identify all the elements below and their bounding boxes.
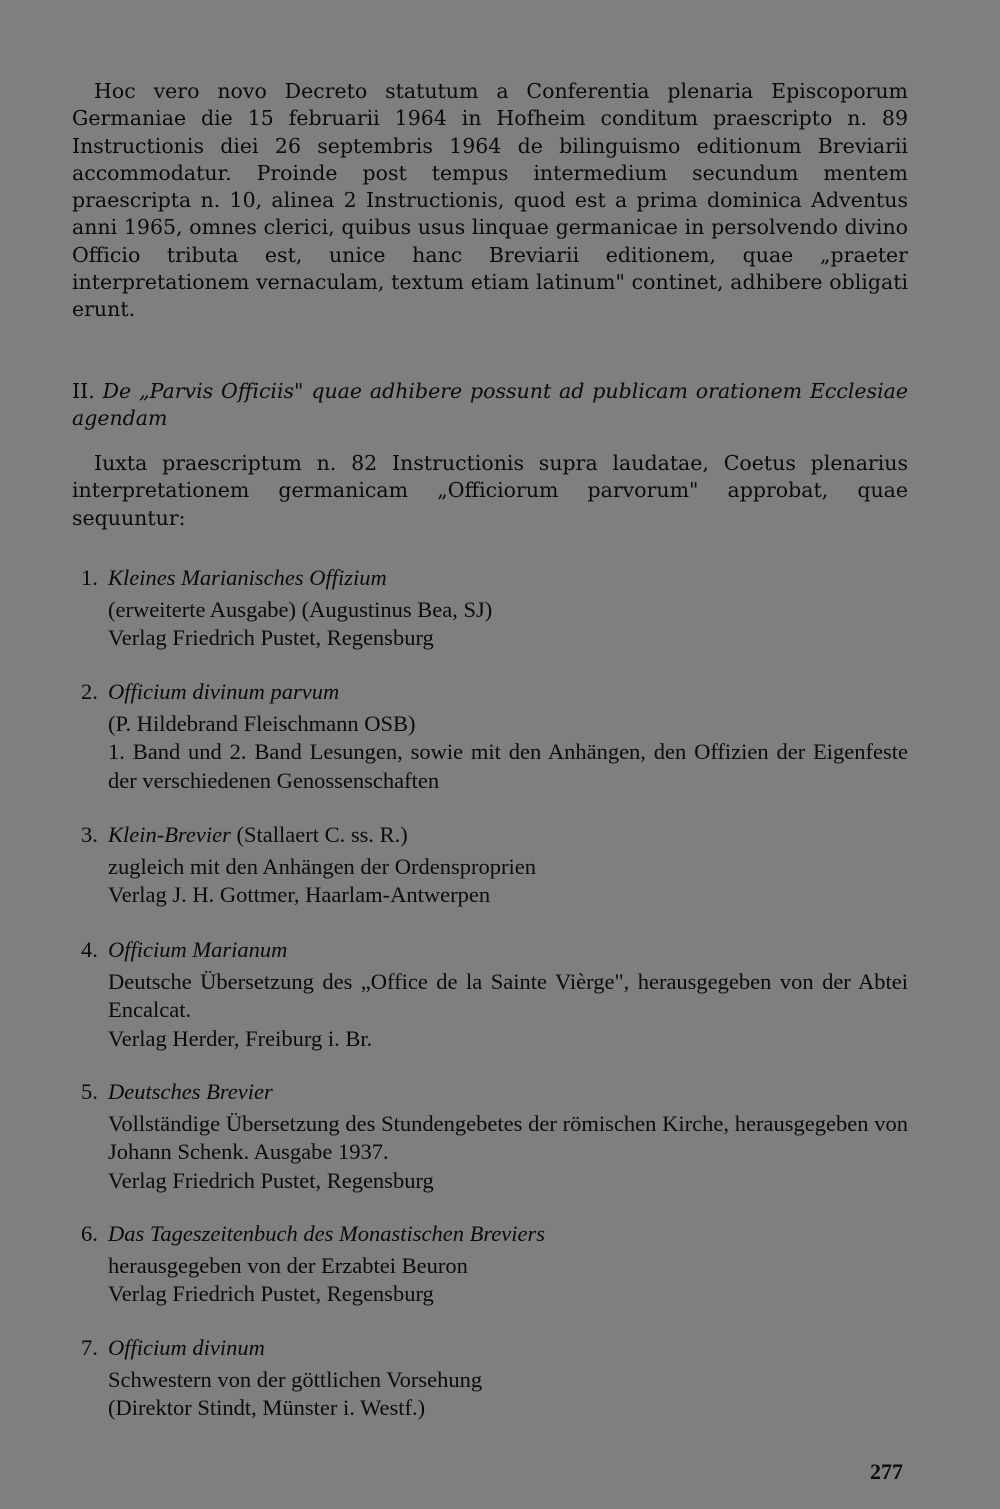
item-line: (P. Hildebrand Fleischmann OSB) — [108, 711, 416, 736]
item-line: zugleich mit den Anhängen der Ordensproprien — [108, 854, 536, 879]
item-number: 4. — [81, 937, 98, 962]
item-line: Verlag Herder, Freiburg i. Br. — [108, 1025, 373, 1051]
item-title: Officium divinum parvum — [108, 679, 340, 704]
item-title: Officium Marianum — [108, 937, 288, 962]
item-title: Das Tageszeitenbuch des Monastischen Breviers — [108, 1221, 546, 1246]
section-paragraph: Iuxta praescriptum n. 82 Instructionis supra laudatae, Coetus plenarius interpretationem germanicam „Officiorum parvorum" approbat, quae sequuntur: — [72, 451, 908, 530]
item-number: 7. — [81, 1335, 98, 1360]
section-heading — [72, 378, 908, 433]
item-body — [108, 1252, 908, 1309]
item-body — [108, 710, 908, 795]
item-title: Klein-Brevier (Stallaert C. ss. R.) — [108, 822, 408, 847]
section-title: De „Parvis Officiis" quae adhibere possunt ad publicam orationem Ecclesiae agendam — [72, 379, 908, 431]
item-body — [108, 968, 908, 1053]
section-number: II. — [72, 379, 95, 403]
item-line: Verlag Friedrich Pustet, Regensburg — [108, 1281, 434, 1307]
item-number: 6. — [81, 1221, 98, 1246]
item-body — [108, 1110, 908, 1195]
item-line: Verlag Friedrich Pustet, Regensburg — [108, 625, 434, 651]
item-line: (Direktor Stindt, Münster i. Westf.) — [108, 1395, 426, 1421]
item-body — [108, 1366, 908, 1423]
item-line: Verlag Friedrich Pustet, Regensburg — [108, 1167, 434, 1193]
intro-paragraph: Hoc vero novo Decreto statutum a Conferentia plenaria Episcoporum Germaniae die 15 februarii 1964 in Hofheim conditum praescripto n. 89 Instructionis diei 26 septembris 1964 de bilinguismo editionum Breviarii accommodatur. Proinde post tempus intermedium secundum mentem praescripta n. 10, alinea 2 Instructionis, quod est a prima dominica Adventus anni 1965, omnes clerici, quibus usus linquae germanicae in persolvendo divino Officio tributa est, unice hanc Breviarii editionem, quae „praeter interpretationem vernaculam, textum etiam latinum" continet, adhibere obligati erunt. — [72, 79, 908, 322]
item-line: Vollständige Übersetzung des Stundengebetes der römischen Kirche, herausgegeben von Johann Schenk. Ausgabe 1937. — [108, 1111, 908, 1165]
item-body — [108, 853, 908, 910]
item-line: Deutsche Übersetzung des „Office de la Sainte Vièrge", herausgegeben von der Abtei Encalcat. — [108, 969, 908, 1023]
item-number: 5. — [81, 1079, 98, 1104]
item-line: (erweiterte Ausgabe) (Augustinus Bea, SJ) — [108, 597, 493, 622]
item-number: 1. — [81, 565, 98, 590]
item-title: Officium divinum — [108, 1335, 265, 1360]
item-line: herausgegeben von der Erzabtei Beuron — [108, 1253, 468, 1278]
item-title: Kleines Marianisches Offizium — [108, 565, 387, 590]
page-number: 277 — [870, 1459, 903, 1484]
item-number: 2. — [81, 679, 98, 704]
item-body — [108, 596, 908, 653]
item-title: Deutsches Brevier — [108, 1079, 273, 1104]
item-line: Verlag J. H. Gottmer, Haarlam-Antwerpen — [108, 882, 491, 908]
item-line: Schwestern von der göttlichen Vorsehung — [108, 1367, 483, 1392]
item-line: 1. Band und 2. Band Lesungen, sowie mit den Anhängen, den Offizien der Eigenfeste der verschiedenen Genossenschaften — [108, 739, 908, 793]
item-number: 3. — [81, 822, 98, 847]
